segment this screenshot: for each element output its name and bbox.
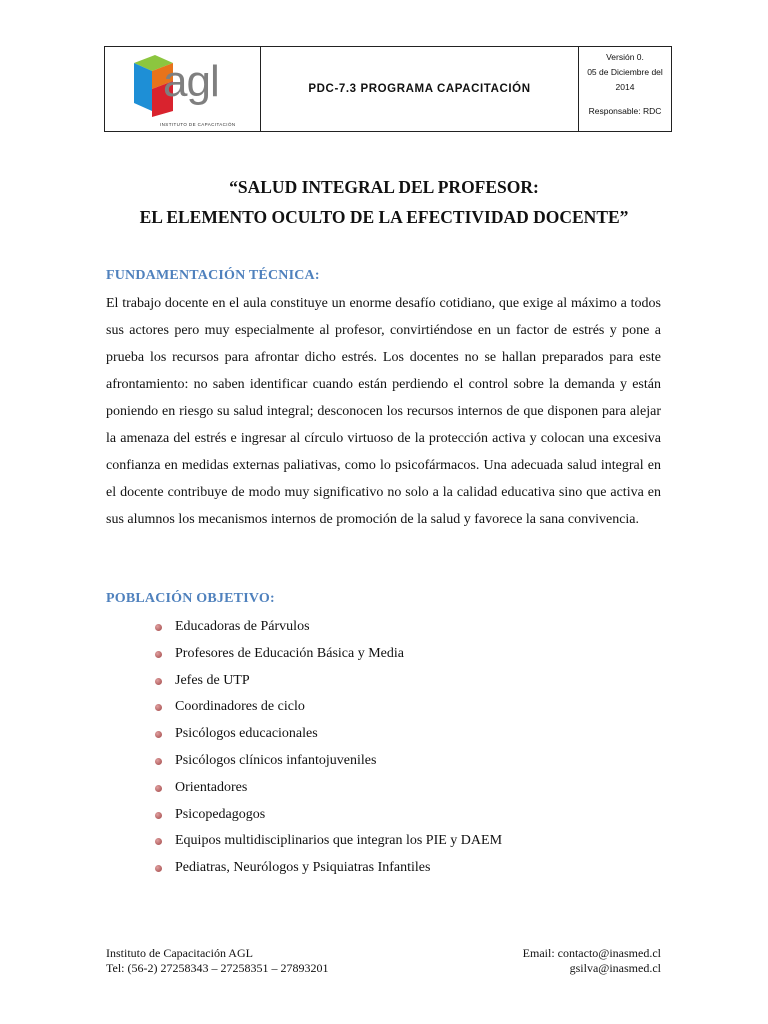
footer-institute: Instituto de Capacitación AGL bbox=[106, 946, 253, 960]
footer-phones: Tel: (56-2) 27258343 – 27258351 – 27893201 bbox=[106, 961, 329, 975]
bullet-icon bbox=[155, 731, 162, 738]
main-title-line-1: “SALUD INTEGRAL DEL PROFESOR: bbox=[229, 177, 539, 197]
bullet-icon bbox=[155, 678, 162, 685]
list-item: Psicólogos educacionales bbox=[155, 721, 502, 748]
logo-wordmark: agl bbox=[163, 57, 219, 106]
bullet-icon bbox=[155, 624, 162, 631]
footer-left bbox=[106, 946, 328, 976]
list-item: Jefes de UTP bbox=[155, 668, 502, 695]
bullet-icon bbox=[155, 812, 162, 819]
poblacion-list bbox=[155, 614, 502, 882]
document-header bbox=[104, 46, 672, 132]
bullet-icon bbox=[155, 785, 162, 792]
list-item: Orientadores bbox=[155, 775, 502, 802]
section-heading-fundamentacion: FUNDAMENTACIÓN TÉCNICA: bbox=[106, 268, 320, 283]
version-line-1: Versión 0. bbox=[606, 52, 644, 62]
header-meta bbox=[579, 47, 671, 131]
main-title-line-2: EL ELEMENTO OCULTO DE LA EFECTIVIDAD DOCENTE” bbox=[139, 207, 629, 227]
list-item: Pediatras, Neurólogos y Psiquiatras Infantiles bbox=[155, 855, 502, 882]
version-line-2: 05 de Diciembre del bbox=[587, 67, 663, 77]
version-line-3: 2014 bbox=[615, 82, 635, 92]
bullet-icon bbox=[155, 758, 162, 765]
fundamentacion-paragraph: El trabajo docente en el aula constituye un enorme desafío cotidiano, que exige al máximo a todos sus actores pero muy especialmente al profesor, convirtiéndose en un factor de estrés y pone a prueba los recursos para afrontar dicho estrés. Los docentes no se hallan preparados para este afrontamiento: no saben identificar cuando están perdiendo el control sobre la demanda y están poniendo en riesgo su salud integral; desconocen los recursos internos de que disponen para alejar la amenaza del estrés e ingresar al círculo virtuoso de la protección activa y colocan una excesiva confianza en medidas externas paliativas, como lo psicofármacos. Una adecuada salud integral en el docente contribuye de modo muy significativo no solo a la calidad educativa sino que activa en sus alumnos los mecanismos internos de promoción de la salud y favorece la sana convivencia. bbox=[106, 296, 661, 527]
bullet-icon bbox=[155, 865, 162, 872]
logo-subtitle: INSTITUTO DE CAPACITACIÓN bbox=[160, 122, 236, 127]
footer-email-1[interactable]: Email: contacto@inasmed.cl bbox=[522, 946, 661, 960]
bullet-icon bbox=[155, 651, 162, 658]
list-item: Equipos multidisciplinarios que integran los PIE y DAEM bbox=[155, 828, 502, 855]
bullet-icon bbox=[155, 838, 162, 845]
list-item: Coordinadores de ciclo bbox=[155, 694, 502, 721]
list-item: Educadoras de Párvulos bbox=[155, 614, 502, 641]
header-doc-title: PDC-7.3 PROGRAMA CAPACITACIÓN bbox=[261, 47, 579, 131]
section-heading-poblacion: POBLACIÓN OBJETIVO: bbox=[106, 591, 275, 606]
list-item: Psicólogos clínicos infantojuveniles bbox=[155, 748, 502, 775]
list-item: Profesores de Educación Básica y Media bbox=[155, 641, 502, 668]
logo-cell bbox=[105, 47, 261, 131]
bullet-icon bbox=[155, 704, 162, 711]
footer-right bbox=[523, 946, 661, 976]
footer-email-2[interactable]: gsilva@inasmed.cl bbox=[569, 961, 661, 975]
list-item: Psicopedagogos bbox=[155, 802, 502, 829]
responsible: Responsable: RDC bbox=[588, 106, 662, 116]
